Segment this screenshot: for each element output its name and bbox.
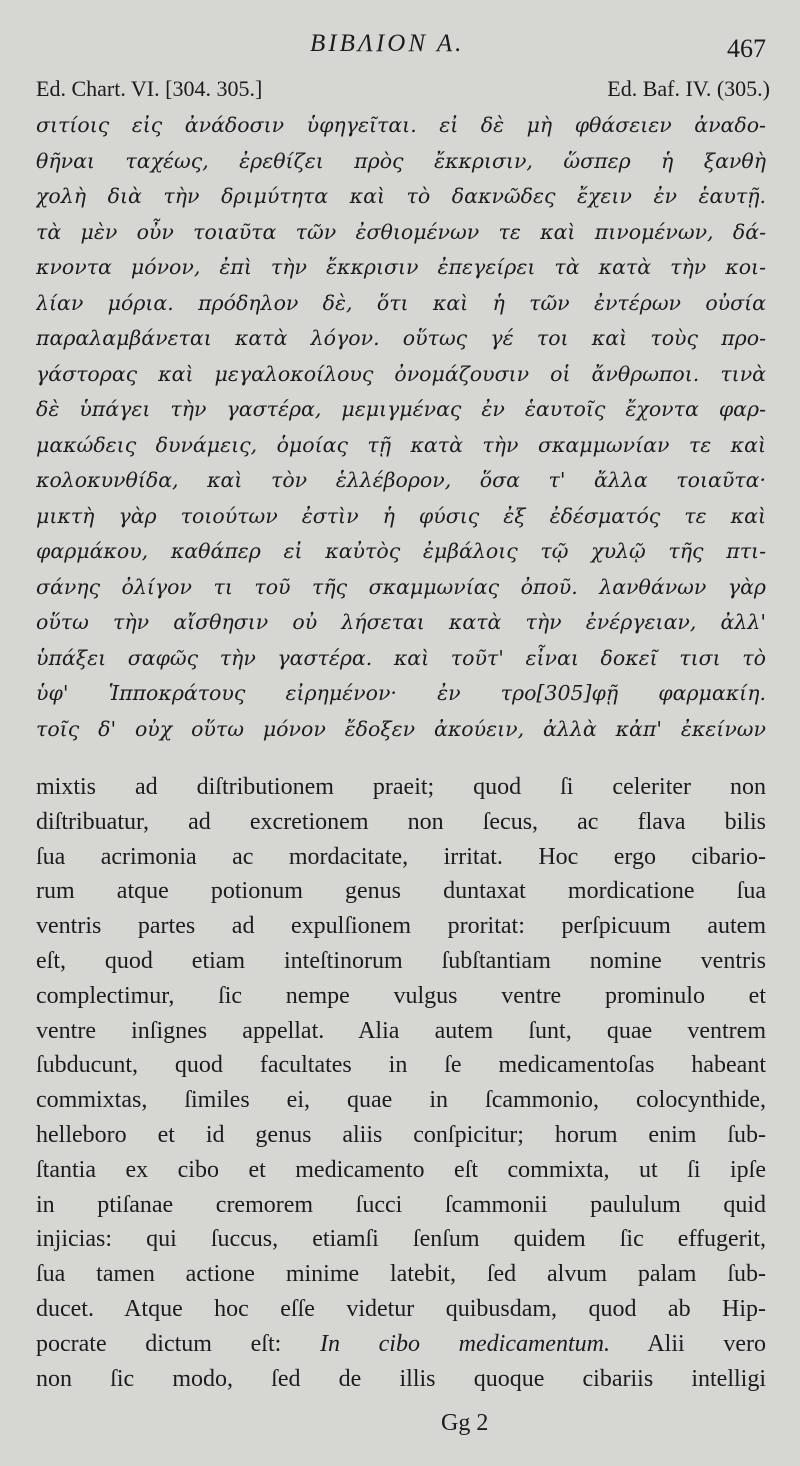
latin-text-run: pocrate dictum eſt: xyxy=(36,1330,282,1357)
latin-line xyxy=(36,1327,766,1362)
greek-line: κολοκυνθίδα, καὶ τὸν ἑλλέβορον, ὅσα τ' ἄλλα τοιαῦτα· xyxy=(36,468,766,492)
latin-line: commixtas, ſimiles ei, quae in ſcammonio, colocynthide, xyxy=(36,1087,766,1114)
greek-text xyxy=(36,108,766,747)
greek-line: τὰ μὲν οὖν τοιαῦτα τῶν ἐσθιομένων τε καὶ πινομένων, δά- xyxy=(36,219,766,244)
greek-line: ὑπάξει σαφῶς τὴν γαστέρα. καὶ τοῦτ' εἶναι δοκεῖ τισι τὸ xyxy=(36,645,766,670)
latin-line: ſtantia ex cibo et medicamento eſt commixta, ut ſi ipſe xyxy=(36,1156,766,1183)
latin-line: in ptiſanae cremorem ſucci ſcammonii paululum quid xyxy=(36,1191,766,1218)
greek-line: λίαν μόρια. πρόδηλον δὲ, ὅτι καὶ ἡ τῶν ἐντέρων οὐσία xyxy=(36,290,766,315)
latin-line: diſtribuatur, ad excretionem non ſecus, ac flava bilis xyxy=(36,808,766,835)
latin-line: ducet. Atque hoc eſſe videtur quibusdam, quod ab Hip- xyxy=(36,1295,766,1322)
greek-line: φαρμάκου, καθάπερ εἰ καὐτὸς ἐμβάλοις τῷ χυλῷ τῆς πτι- xyxy=(36,539,766,563)
greek-line: κνοντα μόνον, ἐπὶ τὴν ἔκκρισιν ἐπεγείρει τὰ κατὰ τὴν κοι- xyxy=(36,255,766,279)
latin-line: eſt, quod etiam inteſtinorum ſubſtantiam nomine ventris xyxy=(36,947,766,974)
running-title: BIBΛΙΟΝ Α. xyxy=(310,30,465,57)
latin-text-run: Alii vero xyxy=(647,1330,766,1357)
latin-line: ventris partes ad expulſionem proritat: perſpicuum autem xyxy=(36,913,766,940)
latin-line: non ſic modo, ſed de illis quoque cibariis intelligi xyxy=(36,1365,766,1392)
greek-line: δὲ ὑπάγει τὴν γαστέρα, μεμιγμένας ἐν ἑαυτοῖς ἔχοντα φαρ- xyxy=(36,397,766,421)
greek-line: οὕτω τὴν αἴσθησιν οὐ λήσεται κατὰ τὴν ἐνέργειαν, ἀλλ' xyxy=(36,610,766,634)
running-head xyxy=(0,28,800,63)
greek-line: σιτίοις εἰς ἀνάδοσιν ὑφηγεῖται. εἰ δὲ μὴ φθάσειεν ἀναδο- xyxy=(36,113,766,137)
greek-line: σάνης ὀλίγον τι τοῦ τῆς σκαμμωνίας ὀποῦ. λανθάνων γὰρ xyxy=(36,574,766,599)
edition-basel: Ed. Baf. IV. (305.) xyxy=(607,76,770,101)
latin-line: ſubducunt, quod facultates in ſe medicamentoſas habeant xyxy=(36,1052,766,1079)
greek-line: τοῖς δ' οὐχ οὕτω μόνον ἔδοξεν ἀκούειν, ἀλλὰ κἀπ' ἐκείνων xyxy=(36,716,766,741)
latin-line: rum atque potionum genus duntaxat mordicatione ſua xyxy=(36,878,766,905)
latin-line: ſua acrimonia ac mordacitate, irritat. Hoc ergo cibario- xyxy=(36,843,766,870)
page-number: 467 xyxy=(727,34,766,63)
greek-line: θῆναι ταχέως, ἐρεθίζει πρὸς ἔκκρισιν, ὥσπερ ἡ ξανθὴ xyxy=(36,148,766,173)
greek-line: μακώδεις δυνάμεις, ὁμοίας τῇ κατὰ τὴν σκαμμωνίαν τε καὶ xyxy=(36,432,766,457)
latin-line: ſua tamen actione minime latebit, ſed alvum palam ſub- xyxy=(36,1261,766,1288)
latin-line: ventre inſignes appellat. Alia autem ſunt, quae ventrem xyxy=(36,1017,766,1044)
greek-line: γάστορας καὶ μεγαλοκοίλους ὀνομάζουσιν οἱ ἄνθρωποι. τινὰ xyxy=(36,361,766,386)
edition-references xyxy=(36,76,770,106)
greek-line: μικτὴ γὰρ τοιούτων ἐστὶν ἡ φύσις ἐξ ἐδέσματός τε καὶ xyxy=(36,503,766,528)
edition-chartier: Ed. Chart. VI. [304. 305.] xyxy=(36,76,263,101)
latin-line: injicias: qui ſuccus, etiamſi ſenſum quidem ſic effugerit, xyxy=(36,1226,766,1253)
greek-line: χολὴ διὰ τὴν δριμύτητα καὶ τὸ δακνῶδες ἔχειν ἐν ἑαυτῇ. xyxy=(36,184,766,208)
hippocrates-quotation: In cibo medicamentum. xyxy=(319,1330,610,1357)
latin-line: helleboro et id genus aliis conſpicitur; horum enim ſub- xyxy=(36,1121,766,1148)
greek-line: παραλαμβάνεται κατὰ λόγον. οὕτως γέ τοι καὶ τοὺς προ- xyxy=(36,326,766,350)
greek-line: ὑφ' Ἱπποκράτους εἰρημένον· ἐν τρο[305]φῇ φαρμακίη. xyxy=(36,681,766,705)
latin-translation xyxy=(36,770,766,1396)
latin-line: mixtis ad diſtributionem praeit; quod ſi celeriter non xyxy=(36,774,766,800)
signature-mark: Gg 2 xyxy=(441,1410,489,1436)
latin-line: complectimur, ſic nempe vulgus ventre prominulo et xyxy=(36,982,766,1009)
